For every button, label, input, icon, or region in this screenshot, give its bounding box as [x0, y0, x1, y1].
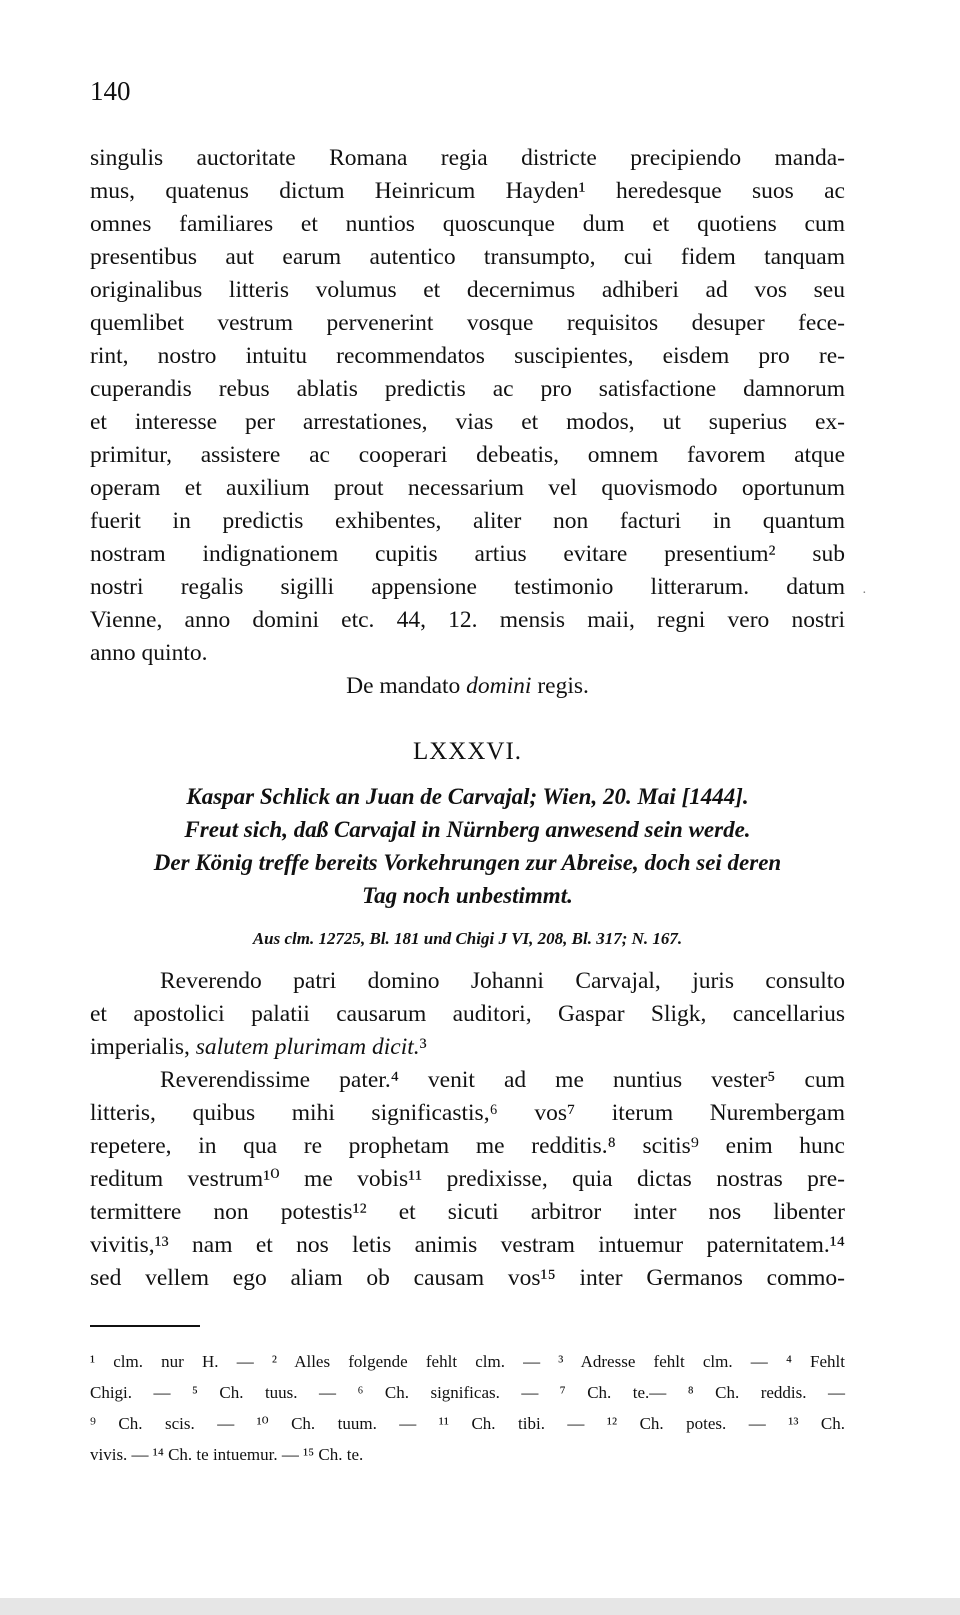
- text-line: sed vellem ego aliam ob causam vos¹⁵ inter Germanos commo-: [90, 1265, 845, 1291]
- text-line: omnes familiares et nuntios quoscunque dum et quotiens cum: [90, 211, 845, 237]
- margin-dot: ·: [862, 586, 867, 601]
- mandate-line: [90, 670, 845, 703]
- text-line: presentibus aut earum autentico transumpto, cui fidem tanquam: [90, 244, 845, 270]
- document-header: [90, 735, 845, 768]
- text-line: cuperandis rebus ablatis predictis ac pro satisfactione damnorum: [90, 376, 845, 402]
- document-number: LXXXVI.: [412, 738, 523, 765]
- text-line: Vienne, anno domini etc. 44, 12. mensis maii, regni vero nostri: [90, 607, 845, 633]
- mandate-suffix: regis.: [531, 673, 589, 699]
- text-line: et interesse per arrestationes, vias et modos, ut superius ex-: [90, 409, 845, 435]
- text-line: Reverendo patri domino Johanni Carvajal, juris consulto: [160, 968, 845, 994]
- mandate-prefix: De mandato: [346, 673, 467, 699]
- footnote-line: ⁹ Ch. scis. — ¹⁰ Ch. tuum. — ¹¹ Ch. tibi. — ¹² Ch. potes. — ¹³ Ch.: [90, 1414, 845, 1433]
- source-note: [90, 922, 845, 955]
- letter-continuation: [90, 142, 845, 703]
- text-line: nostram indignationem cupitis artius evitare presentium² sub: [90, 541, 845, 567]
- text-line: et apostolici palatii causarum auditori, Gaspar Sligk, cancellarius: [90, 1001, 845, 1027]
- letter-body: [90, 965, 845, 1295]
- footnotes: [90, 1346, 845, 1470]
- footnote-line: Chigi. — ⁵ Ch. tuus. — ⁶ Ch. significas. — ⁷ Ch. te.— ⁸ Ch. reddis. —: [90, 1383, 845, 1402]
- salutation-prefix: imperialis,: [90, 1034, 196, 1060]
- text-line: mus, quatenus dictum Heinricum Hayden¹ heredesque suos ac: [90, 178, 845, 204]
- footnote-mark: ³: [419, 1034, 427, 1060]
- footnote-line: ¹ clm. nur H. — ² Alles folgende fehlt clm. — ³ Adresse fehlt clm. — ⁴ Fehlt: [90, 1352, 845, 1371]
- text-line: vivitis,¹³ nam et nos letis animis vestram intuemur paternitatem.¹⁴: [90, 1232, 845, 1258]
- document-summary: [90, 780, 845, 912]
- salutation-italic: salutem plurimam dicit.: [195, 1034, 420, 1060]
- text-line: litteris, quibus mihi significastis,⁶ vos⁷ iterum Nurembergam: [90, 1100, 845, 1126]
- text-line: operam et auxilium prout necessarium vel quovismodo oportunum: [90, 475, 845, 501]
- text-line: primitur, assistere ac cooperari debeatis, omnem favorem atque: [90, 442, 845, 468]
- summary-line: Freut sich, daß Carvajal in Nürnberg anwesend sein werde.: [184, 817, 751, 842]
- source-line: Aus clm. 12725, Bl. 181 und Chigi J VI, 208, Bl. 317; N. 167.: [252, 929, 683, 948]
- text-line: singulis auctoritate Romana regia districte precipiendo manda-: [90, 145, 845, 171]
- text-line: anno quinto.: [90, 640, 208, 666]
- text-line: nostri regalis sigilli appensione testimonio litterarum. datum: [90, 574, 845, 600]
- salutation-line: [90, 1031, 845, 1064]
- footnote-divider: [90, 1325, 200, 1327]
- text-line: quemlibet vestrum pervenerint vosque requisitos desuper fece-: [90, 310, 845, 336]
- text-line: termittere non potestis¹² et sicuti arbitror inter nos libenter: [90, 1199, 845, 1225]
- mandate-italic: domini: [466, 673, 532, 699]
- summary-line: Der König treffe bereits Vorkehrungen zur Abreise, doch sei deren: [153, 850, 782, 875]
- footnote-line: vivis. — ¹⁴ Ch. te intuemur. — ¹⁵ Ch. te.: [90, 1445, 364, 1464]
- text-line: fuerit in predictis exhibentes, aliter non facturi in quantum: [90, 508, 845, 534]
- scan-edge: [0, 1598, 960, 1615]
- text-line: Reverendissime pater.⁴ venit ad me nuntius vester⁵ cum: [160, 1067, 845, 1093]
- summary-line: Tag noch unbestimmt.: [362, 883, 573, 908]
- page-number: 140: [90, 76, 131, 106]
- summary-line: Kaspar Schlick an Juan de Carvajal; Wien, 20. Mai [1444].: [186, 784, 749, 809]
- text-line: reditum vestrum¹⁰ me vobis¹¹ predixisse, quia dictas nostras pre-: [90, 1166, 845, 1192]
- text-line: repetere, in qua re prophetam me redditis.⁸ scitis⁹ enim hunc: [90, 1133, 845, 1159]
- text-line: originalibus litteris volumus et decernimus adhiberi ad vos seu: [90, 277, 845, 303]
- text-line: rint, nostro intuitu recommendatos suscipientes, eisdem pro re-: [90, 343, 845, 369]
